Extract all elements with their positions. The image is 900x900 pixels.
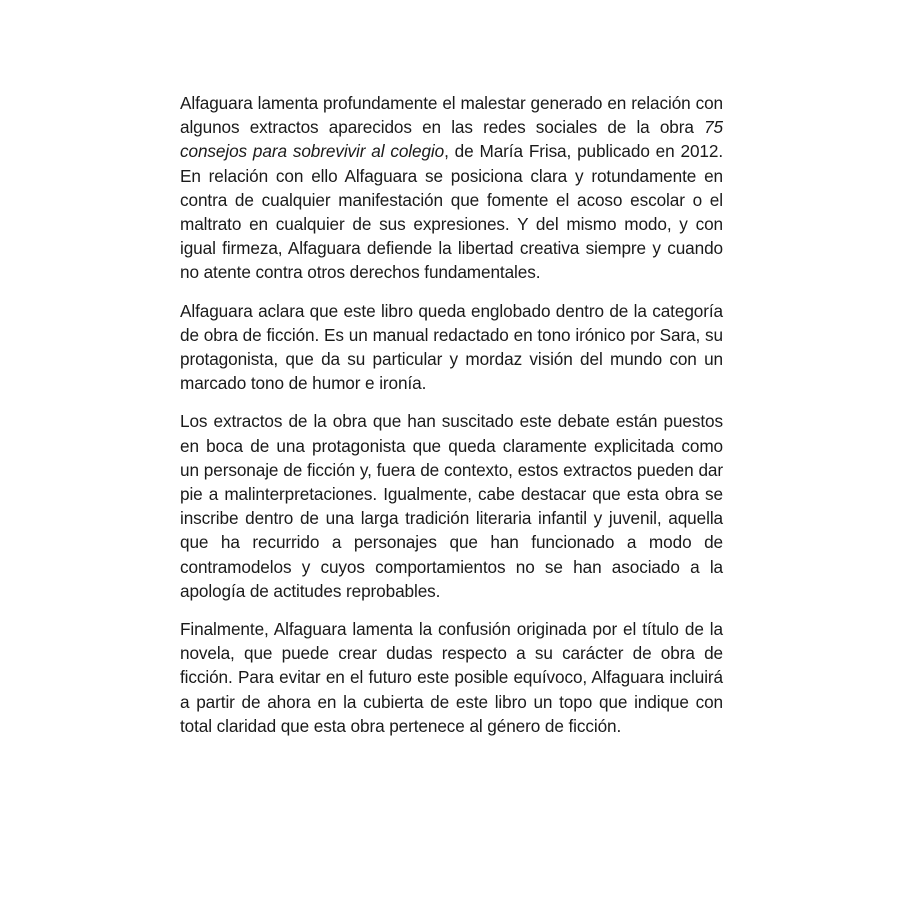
statement-document <box>180 91 723 738</box>
paragraph-1 <box>180 91 723 285</box>
paragraph-1-intro: Alfaguara lamenta profundamente el malestar generado en relación con algunos extractos aparecidos en las redes sociales de la obra <box>180 93 723 138</box>
book-title: 75 consejos para sobrevivir al colegio <box>180 117 723 162</box>
paragraph-4: Finalmente, Alfaguara lamenta la confusión originada por el título de la novela, que puede crear dudas respecto a su carácter de obra de ficción. Para evitar en el futuro este posible equívoco, Alfaguara incluirá a partir de ahora en la cubierta de este libro un topo que indique con total claridad que esta obra pertenece al género de ficción. <box>180 619 723 736</box>
paragraph-2: Alfaguara aclara que este libro queda englobado dentro de la categoría de obra de ficción. Es un manual redactado en tono irónico por Sara, su protagonista, que da su particular y mordaz visión del mundo con un marcado tono de humor e ironía. <box>180 300 723 394</box>
paragraph-3: Los extractos de la obra que han suscitado este debate están puestos en boca de una protagonista que queda claramente explicitada como un personaje de ficción y, fuera de contexto, estos extractos pueden dar pie a malinterpretaciones. Igualmente, cabe destacar que esta obra se inscribe dentro de una larga tradición literaria infantil y juvenil, aquella que ha recurrido a personajes que han funcionado a modo de contramodelos y cuyos comportamientos no se han asociado a la apología de actitudes reprobables. <box>180 411 723 601</box>
paragraph-1-rest: , de María Frisa, publicado en 2012. En relación con ello Alfaguara se posiciona clara y rotundamente en contra de cualquier manifestación que fomente el acoso escolar o el maltrato en cualquier de sus expresiones. Y del mismo modo, y con igual firmeza, Alfaguara defiende la libertad creativa siempre y cuando no atente contra otros derechos fundamentales. <box>180 141 723 283</box>
